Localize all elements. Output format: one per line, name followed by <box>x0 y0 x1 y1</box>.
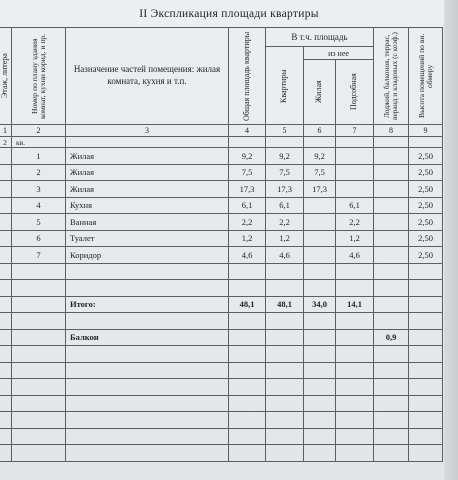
blank-row <box>0 379 443 396</box>
room-height: 2,50 <box>409 214 443 231</box>
room-apartment-area: 2,2 <box>266 214 304 231</box>
table-row <box>0 148 443 165</box>
room-height: 2,50 <box>409 197 443 214</box>
room-balcony-area <box>374 247 409 264</box>
room-apartment-area: 9,2 <box>266 148 304 165</box>
room-aux-area <box>336 148 374 165</box>
room-height: 2,50 <box>409 247 443 264</box>
room-living-area <box>304 197 336 214</box>
header-purpose <box>66 28 229 125</box>
room-apartment-area: 7,5 <box>266 164 304 181</box>
header-floor <box>0 28 12 125</box>
totals-row <box>0 296 443 313</box>
balcony-value: 0,9 <box>374 329 409 346</box>
column-number: 7 <box>336 125 374 137</box>
table-row <box>0 197 443 214</box>
blank-row <box>0 445 443 462</box>
header-group-sub <box>304 47 374 60</box>
room-total-area: 1,2 <box>229 230 266 247</box>
header-floor-text: Этаж, литера <box>0 53 9 99</box>
header-balcony <box>374 28 409 125</box>
room-height: 2,50 <box>409 230 443 247</box>
blank-row <box>0 412 443 429</box>
blank-row <box>0 313 443 330</box>
header-auxiliary-text: Подсобная <box>349 73 359 111</box>
table-row <box>0 164 443 181</box>
column-number: 6 <box>304 125 336 137</box>
room-name: Жилая <box>66 181 229 198</box>
room-height: 2,50 <box>409 181 443 198</box>
room-total-area: 9,2 <box>229 148 266 165</box>
column-number-row <box>0 125 443 137</box>
room-total-area: 2,2 <box>229 214 266 231</box>
header-group-top <box>266 28 374 47</box>
header-purpose-text: Назначение частей помещения: жилая комната, кухня и т.п. <box>73 64 221 86</box>
column-number: 2 <box>12 125 66 137</box>
header-auxiliary <box>336 60 374 125</box>
room-total-area: 4,6 <box>229 247 266 264</box>
header-total-area-text: Общая площадь квартиры <box>241 31 251 121</box>
header-total-area <box>229 28 266 125</box>
blank-row <box>0 362 443 379</box>
room-number: 6 <box>12 230 66 247</box>
page-edge <box>444 0 458 480</box>
room-name: Коридор <box>66 247 229 264</box>
header-apartment-text: Квартиры <box>279 68 289 103</box>
room-name: Жилая <box>66 164 229 181</box>
room-living-area <box>304 247 336 264</box>
apartment-label: кв. <box>12 137 66 148</box>
blank-row <box>0 280 443 297</box>
room-balcony-area <box>374 197 409 214</box>
totals-total-area: 48,1 <box>229 296 266 313</box>
header-living-text: Жилая <box>314 80 324 104</box>
apartment-row <box>0 137 443 148</box>
room-height: 2,50 <box>409 164 443 181</box>
explication-table <box>0 27 443 462</box>
room-number: 5 <box>12 214 66 231</box>
room-aux-area: 1,2 <box>336 230 374 247</box>
room-apartment-area: 1,2 <box>266 230 304 247</box>
room-total-area: 6,1 <box>229 197 266 214</box>
room-name: Кухня <box>66 197 229 214</box>
header-room-number <box>12 28 66 125</box>
room-number: 1 <box>12 148 66 165</box>
room-aux-area <box>336 181 374 198</box>
room-total-area: 17,3 <box>229 181 266 198</box>
column-number: 1 <box>0 125 12 137</box>
room-aux-area: 2,2 <box>336 214 374 231</box>
room-living-area: 17,3 <box>304 181 336 198</box>
totals-aux-area: 14,1 <box>336 296 374 313</box>
table-row <box>0 247 443 264</box>
column-number: 5 <box>266 125 304 137</box>
blank-row <box>0 263 443 280</box>
room-name: Ванная <box>66 214 229 231</box>
table-row <box>0 230 443 247</box>
table-row <box>0 214 443 231</box>
header-apartment <box>266 47 304 125</box>
room-balcony-area <box>374 214 409 231</box>
totals-apartment-area: 48,1 <box>266 296 304 313</box>
column-number: 3 <box>66 125 229 137</box>
balcony-row <box>0 329 443 346</box>
room-number: 4 <box>12 197 66 214</box>
header-height <box>409 28 443 125</box>
header-group-sub-text: из нее <box>328 48 349 58</box>
column-number: 8 <box>374 125 409 137</box>
header-balcony-text: Лоджий, балконов, террас, веранд и кладовых (с коэф.) <box>382 32 400 120</box>
room-apartment-area: 4,6 <box>266 247 304 264</box>
room-living-area <box>304 214 336 231</box>
room-living-area: 9,2 <box>304 148 336 165</box>
room-apartment-area: 6,1 <box>266 197 304 214</box>
column-number: 9 <box>409 125 443 137</box>
apartment-number: 2 <box>0 137 12 148</box>
header-living <box>304 60 336 125</box>
room-number: 7 <box>12 247 66 264</box>
blank-row <box>0 395 443 412</box>
header-room-number-text: Номер по плану здания комнат, кухни корид. и пр. <box>29 33 47 119</box>
room-balcony-area <box>374 181 409 198</box>
table-row <box>0 181 443 198</box>
blank-row <box>0 428 443 445</box>
room-living-area: 7,5 <box>304 164 336 181</box>
room-balcony-area <box>374 164 409 181</box>
header-height-text: Высота помещений по вн. обмеру <box>416 33 434 119</box>
room-height: 2,50 <box>409 148 443 165</box>
header-group-top-text: В т.ч. площадь <box>291 32 348 42</box>
totals-living-area: 34,0 <box>304 296 336 313</box>
room-number: 2 <box>12 164 66 181</box>
balcony-label: Балкон <box>66 329 229 346</box>
document-title: II Экспликация площади квартиры <box>139 8 319 20</box>
room-balcony-area <box>374 148 409 165</box>
room-apartment-area: 17,3 <box>266 181 304 198</box>
blank-row <box>0 346 443 363</box>
room-living-area <box>304 230 336 247</box>
room-name: Туалет <box>66 230 229 247</box>
room-total-area: 7,5 <box>229 164 266 181</box>
room-number: 3 <box>12 181 66 198</box>
totals-label: Итого: <box>66 296 229 313</box>
room-aux-area: 4,6 <box>336 247 374 264</box>
column-number: 4 <box>229 125 266 137</box>
room-aux-area: 6,1 <box>336 197 374 214</box>
room-name: Жилая <box>66 148 229 165</box>
room-balcony-area <box>374 230 409 247</box>
room-aux-area <box>336 164 374 181</box>
